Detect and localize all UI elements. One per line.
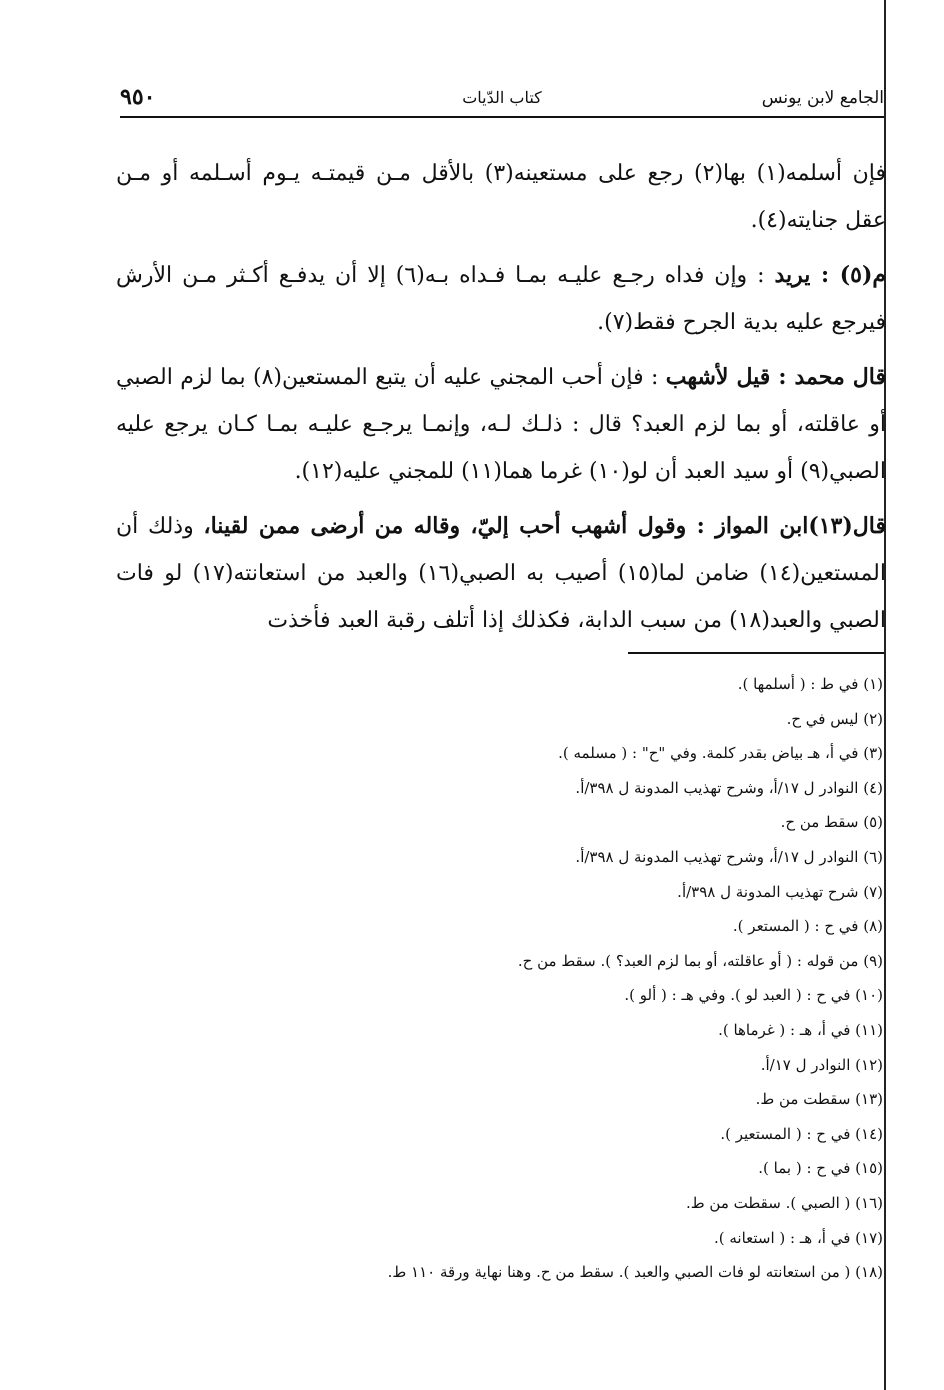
footnote: (٥) سقط من ح. — [780, 813, 883, 832]
page-number: ٩٥٠ — [120, 84, 156, 110]
footnote: (١٣) سقطت من ط. — [755, 1090, 883, 1109]
footnote: (١١) في أ، هـ : ( غرماها ). — [718, 1020, 883, 1039]
paragraph — [116, 503, 886, 644]
paragraph-lead: م(٥) : يريد — [774, 262, 886, 288]
footnote: (١٠) في ح : ( العبد لو ). وفي هـ : ( ألو ). — [624, 986, 883, 1005]
paragraph — [116, 354, 886, 495]
paragraph-lead: قال(١٣)ابن المواز : وقول أشهب أحب إليّ، وقاله من أرضى ممن لقينا، — [203, 513, 886, 539]
footnote: (٢) ليس في ح. — [786, 709, 883, 728]
book-title: الجامع لابن يونس — [761, 88, 884, 108]
footnote: (١٤) في ح : ( المستعير ). — [720, 1124, 883, 1143]
running-header — [120, 84, 884, 114]
paragraph — [116, 252, 886, 346]
footnote: (٧) شرح تهذيب المدونة ل ٣٩٨/أ. — [677, 882, 883, 901]
footnote-separator — [628, 652, 884, 654]
footnote: (١٥) في ح : ( بما ). — [758, 1159, 883, 1178]
footnote: (١) في ط : ( أسلمها ). — [737, 675, 883, 693]
paragraph-text: : فإن أحب المجني عليه أن يتبع المستعين(٨) بما لزم الصبي أو عاقلته، أو بما لزم العبد؟ قال : ذلـك لـه، وإنمـا يرجـع عليـه بمـا كـان يرجع عليه الصبي(٩) أو سيد العبد أن لو(١٠) غرما هما(١١) للمجني عليه(١٢). — [116, 365, 886, 484]
main-text — [116, 150, 886, 652]
chapter-title: كتاب الدّيات — [462, 88, 542, 107]
paragraph-text: وذلك أن المستعين(١٤) ضامن لما(١٥) أصيب به الصبي(١٦) والعبد من استعانته(١٧) لو فات الصبي والعبد(١٨) من سبب الدابة، فكذلك إذا أتلف رقبة العبد فأخذت — [116, 514, 886, 633]
footnote: (١٢) النوادر ل ١٧/أ. — [760, 1055, 883, 1074]
footnote: (١٦) ( الصبي ). سقطت من ط. — [686, 1193, 883, 1212]
footnote: (٨) في ح : ( المستعر ). — [732, 917, 883, 936]
paragraph-text: : وإن فداه رجـع عليـه بمـا فـداه بـه(٦) إلا أن يدفـع أكـثر مـن الأرش فيرجع عليه بدية الجرح فقط(٧). — [116, 263, 886, 335]
footnote: (٦) النوادر ل ١٧/أ، وشرح تهذيب المدونة ل ٣٩٨/أ. — [575, 847, 883, 866]
footnote: (٤) النوادر ل ١٧/أ، وشرح تهذيب المدونة ل ٣٩٨/أ. — [575, 778, 883, 797]
paragraph-text: فإن أسلمه(١) بها(٢) رجع على مستعينه(٣) بالأقل مـن قيمتـه يـوم أسـلمه أو مـن عقل جنايته(٤). — [116, 161, 886, 233]
footnotes — [200, 667, 883, 1290]
header-rule — [120, 116, 884, 118]
footnote: (١٨) ( من استعانته لو فات الصبي والعبد ). سقط من ح. وهنا نهاية ورقة ١١٠ ط. — [387, 1263, 883, 1282]
paragraph-lead: قال محمد : قيل لأشهب — [665, 364, 886, 390]
footnote: (٣) في أ، هـ بياض بقدر كلمة. وفي "ح" : ( مسلمه ). — [558, 744, 883, 763]
paragraph — [116, 150, 886, 244]
footnote: (١٧) في أ، هـ : ( استعانه ). — [713, 1228, 883, 1247]
footnote: (٩) من قوله : ( أو عاقلته، أو بما لزم العبد؟ ). سقط من ح. — [517, 951, 883, 970]
